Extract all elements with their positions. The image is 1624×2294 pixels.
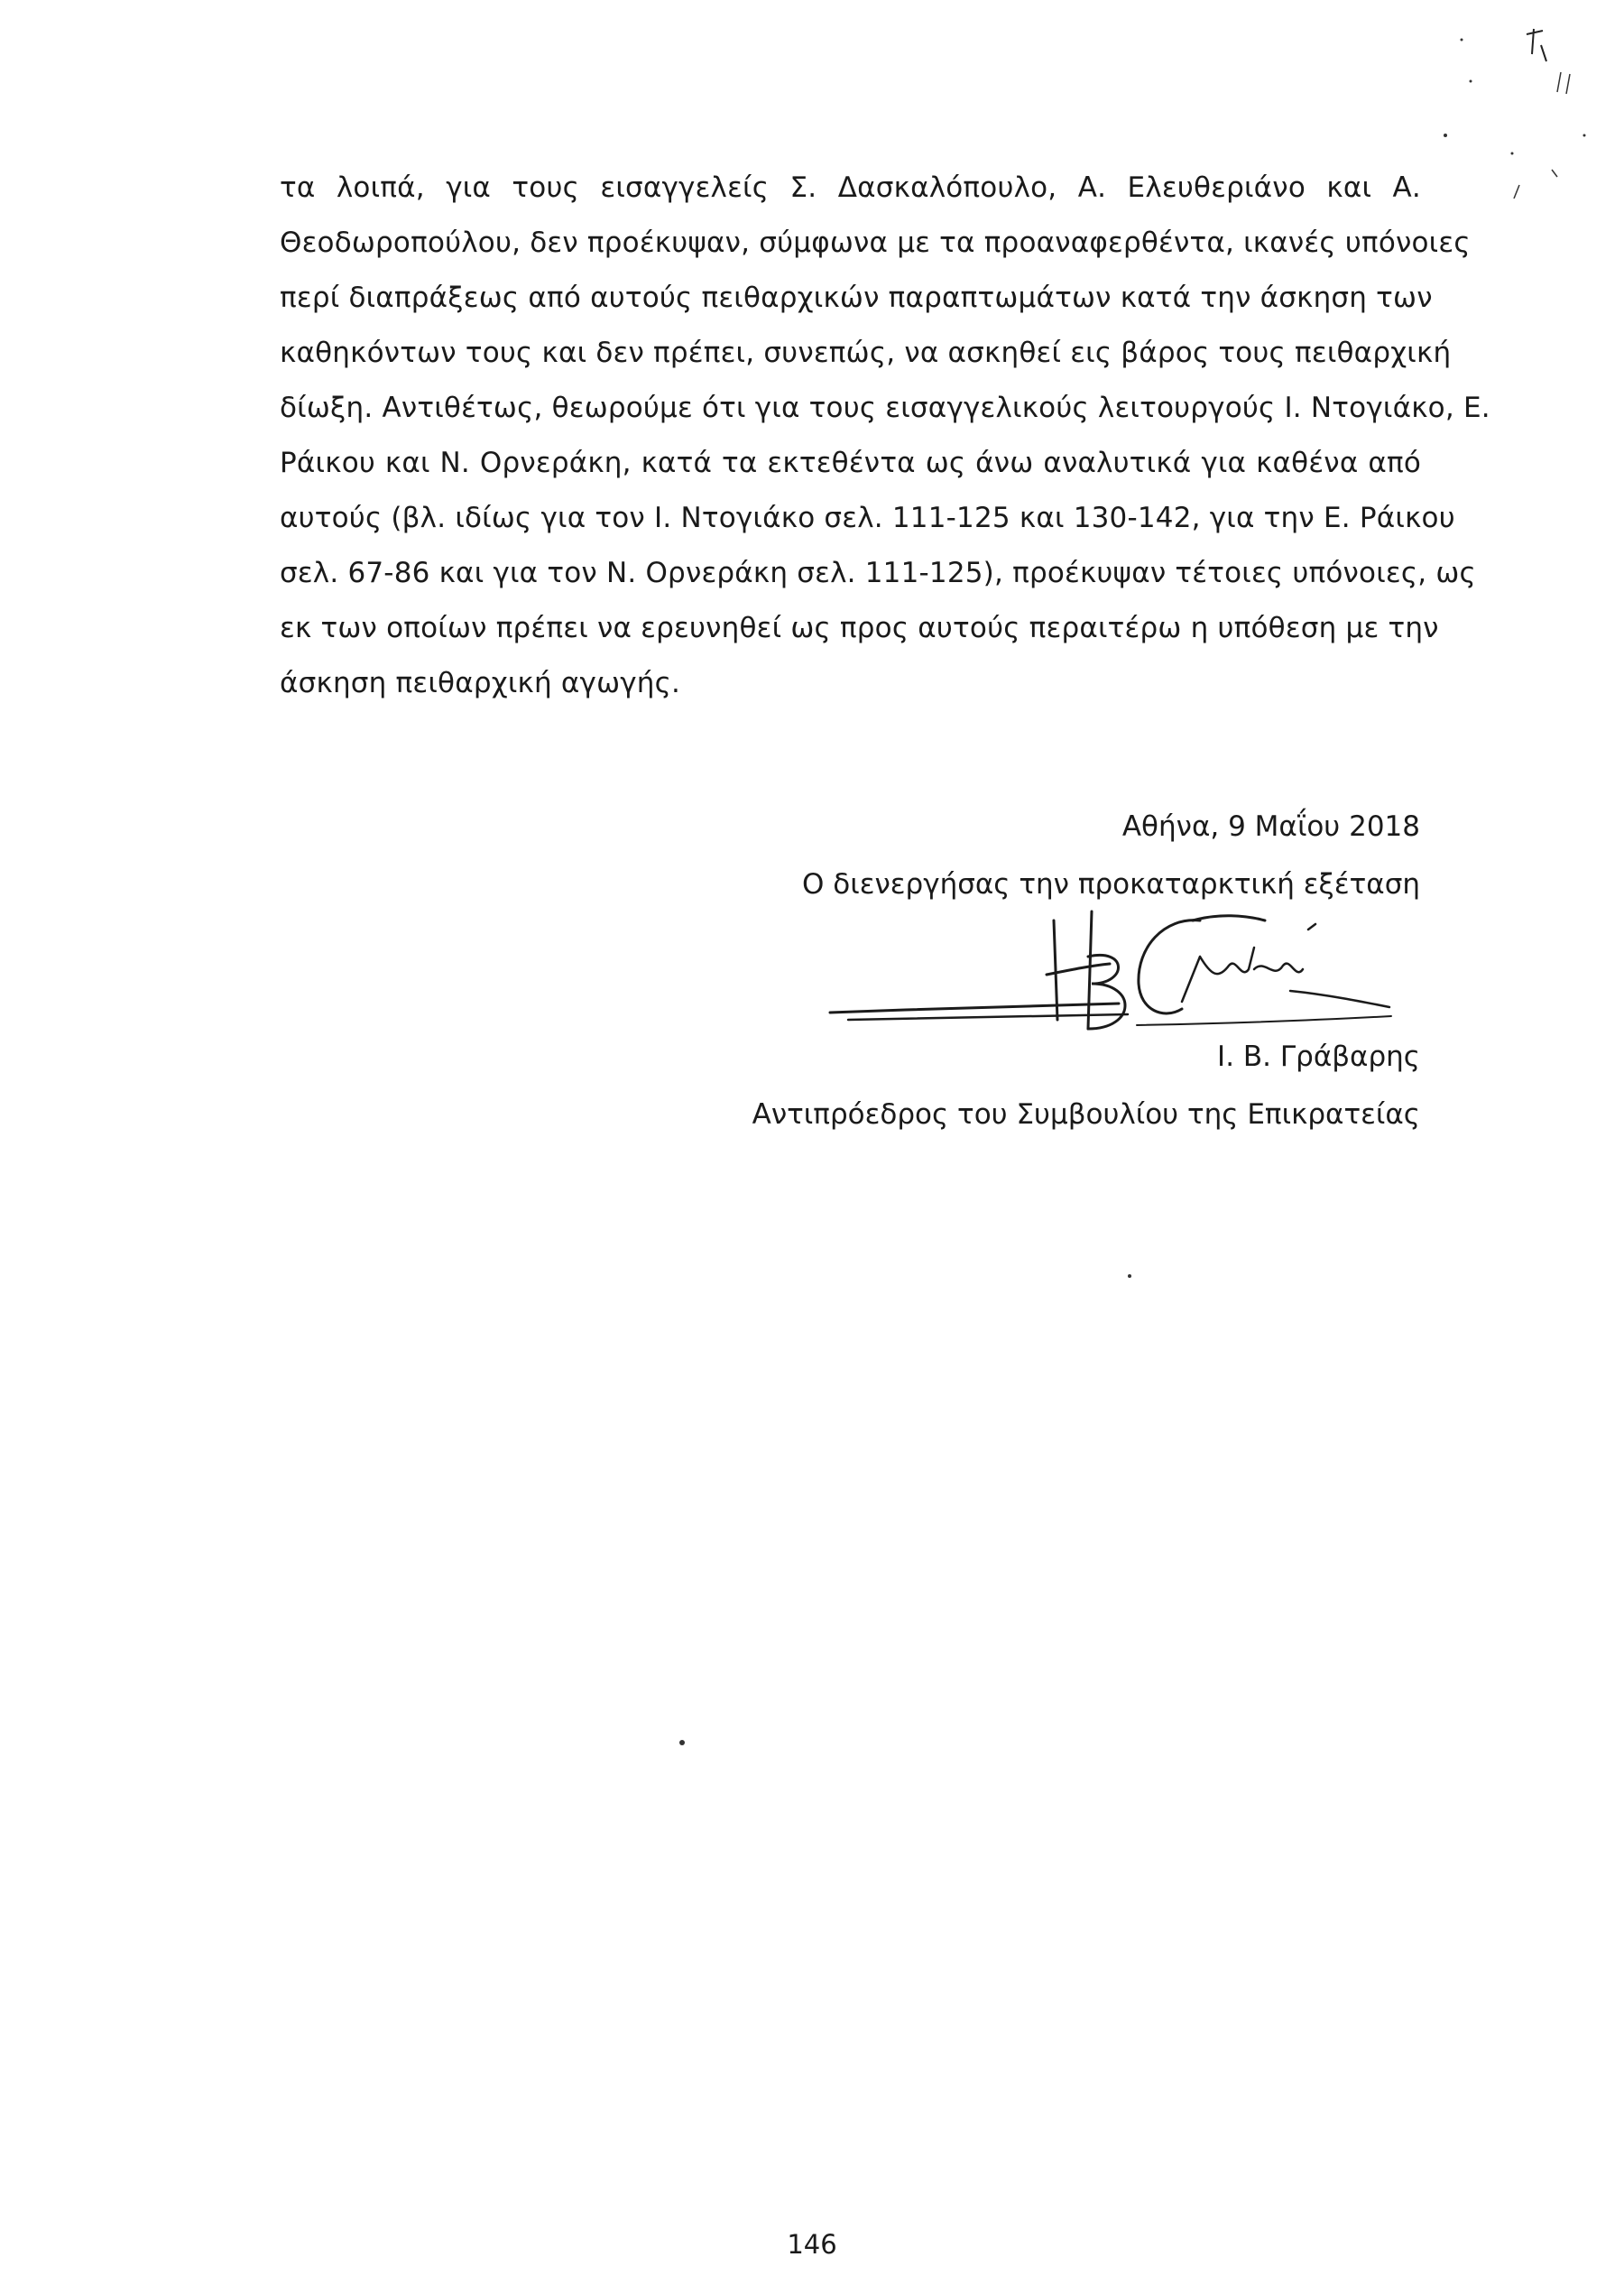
- paragraph-line: Θεοδωροπούλου, δεν προέκυψαν, σύμφωνα με τα προαναφερθέντα, ικανές υπόνοιες: [280, 227, 1471, 259]
- paragraph-line: τα λοιπά, για τους εισαγγελείς Σ. Δασκαλόπουλο, Α. Ελευθεριάνο και Α.: [280, 171, 1421, 204]
- paragraph-line: αυτούς (βλ. ιδίως για τον Ι. Ντογιάκο σελ. 111-125 και 130-142, για την Ε. Ράικου: [280, 502, 1455, 534]
- scan-speck: [679, 1740, 685, 1745]
- paragraph-line: σελ. 67-86 και για τον Ν. Ορνεράκη σελ. 111-125), προέκυψαν τέτοιες υπόνοιες, ως: [280, 557, 1476, 589]
- main-paragraph: [280, 161, 1490, 711]
- page-number: 146: [787, 2229, 837, 2260]
- margin-handwritten-marks: [1426, 18, 1624, 199]
- paragraph-line: εκ των οποίων πρέπει να ερευνηθεί ως προς αυτούς περαιτέρω η υπόθεση με την: [280, 612, 1439, 644]
- signatory-role: Ο διενεργήσας την προκαταρκτική εξέταση: [802, 868, 1420, 901]
- scan-speck: [1128, 1274, 1131, 1278]
- handwritten-signature: [821, 893, 1398, 1047]
- paragraph-line: άσκηση πειθαρχική αγωγής.: [280, 667, 681, 699]
- signatory-name: Ι. Β. Γράβαρης: [1217, 1041, 1420, 1073]
- paragraph-line: καθηκόντων τους και δεν πρέπει, συνεπώς, να ασκηθεί εις βάρος τους πειθαρχική: [280, 337, 1452, 369]
- paragraph-line: Ράικου και Ν. Ορνεράκη, κατά τα εκτεθέντα ως άνω αναλυτικά για καθένα από: [280, 447, 1421, 479]
- paragraph-line: δίωξη. Αντιθέτως, θεωρούμε ότι για τους εισαγγελικούς λειτουργούς Ι. Ντογιάκο, Ε.: [280, 392, 1490, 424]
- paragraph-line: περί διαπράξεως από αυτούς πειθαρχικών παραπτωμάτων κατά την άσκηση των: [280, 282, 1433, 314]
- place-date: Αθήνα, 9 Μαΐου 2018: [1121, 810, 1420, 843]
- signatory-title: Αντιπρόεδρος του Συμβουλίου της Επικρατείας: [752, 1098, 1420, 1131]
